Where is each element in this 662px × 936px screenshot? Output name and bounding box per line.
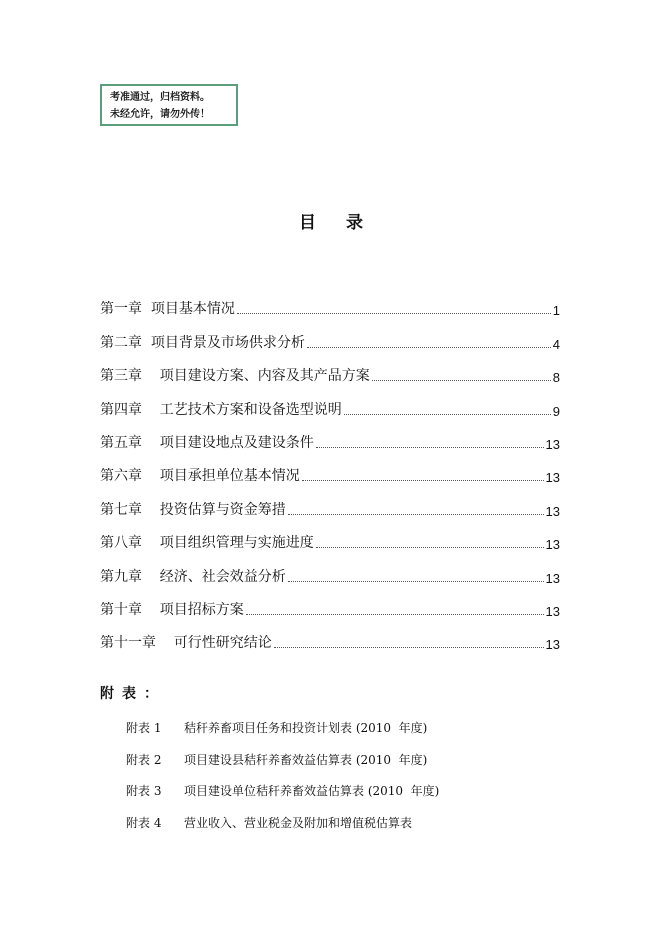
toc-entry[interactable] bbox=[100, 452, 560, 485]
stamp-line-2: 未经允许，请勿外传！ bbox=[110, 109, 210, 120]
toc-entry[interactable] bbox=[100, 586, 560, 619]
toc-leader-dots bbox=[274, 647, 544, 648]
appendix-item-title: 项目建设县秸秆养畜效益估算表 (2010 年度) bbox=[184, 752, 428, 767]
toc-entry[interactable] bbox=[100, 318, 560, 351]
toc-entry-label: 第十章 项目招标方案 bbox=[100, 601, 244, 618]
toc-entry-page: 13 bbox=[545, 637, 560, 653]
appendix-item bbox=[126, 719, 439, 751]
toc-entry[interactable] bbox=[100, 619, 560, 652]
toc-entry-label: 第五章 项目建设地点及建设条件 bbox=[100, 434, 314, 451]
toc-entry-label: 第三章 项目建设方案、内容及其产品方案 bbox=[100, 368, 370, 385]
toc-entry-page: 13 bbox=[545, 470, 560, 486]
toc-entry[interactable] bbox=[100, 285, 560, 318]
toc-leader-dots bbox=[288, 581, 544, 582]
appendix-list bbox=[126, 719, 439, 845]
toc-entry-page: 8 bbox=[552, 370, 560, 386]
toc-entry-label: 第十一章 可行性研究结论 bbox=[100, 635, 272, 652]
toc-leader-dots bbox=[246, 614, 544, 615]
toc-entry-page: 13 bbox=[545, 436, 560, 452]
toc-entry[interactable] bbox=[100, 385, 560, 418]
toc-entry-page: 13 bbox=[545, 503, 560, 519]
toc-entry-label: 第七章 投资估算与资金筹措 bbox=[100, 501, 286, 518]
appendix-item bbox=[126, 814, 439, 846]
toc-entry-page: 13 bbox=[545, 570, 560, 586]
toc-entry-label: 第八章 项目组织管理与实施进度 bbox=[100, 535, 314, 552]
toc-entry-page: 9 bbox=[552, 403, 560, 419]
appendix-item-number: 附表 2 bbox=[126, 752, 162, 767]
appendix-heading: 附表： bbox=[100, 686, 166, 702]
appendix-item bbox=[126, 782, 439, 814]
appendix-item bbox=[126, 751, 439, 783]
toc-entry-page: 13 bbox=[545, 603, 560, 619]
toc-leader-dots bbox=[316, 547, 544, 548]
toc-entry-page: 1 bbox=[552, 303, 560, 319]
toc-entry-label: 第六章 项目承担单位基本情况 bbox=[100, 468, 300, 485]
appendix-item-number: 附表 1 bbox=[126, 721, 162, 735]
stamp-line-1: 考准通过，归档资料。 bbox=[110, 92, 210, 103]
toc-entry[interactable] bbox=[100, 352, 560, 385]
toc-entry[interactable] bbox=[100, 519, 560, 552]
page-title: 目录 bbox=[299, 213, 393, 233]
toc-leader-dots bbox=[237, 313, 551, 314]
appendix-item-title: 项目建设单位秸秆养畜效益估算表 (2010 年度) bbox=[184, 784, 440, 798]
table-of-contents bbox=[100, 285, 560, 652]
toc-leader-dots bbox=[316, 447, 544, 448]
toc-entry[interactable] bbox=[100, 485, 560, 518]
toc-entry-label: 第九章 经济、社会效益分析 bbox=[100, 568, 286, 585]
appendix-item-number: 附表 4 bbox=[126, 815, 162, 830]
appendix-item-number: 附表 3 bbox=[126, 784, 162, 798]
toc-leader-dots bbox=[288, 514, 544, 515]
toc-leader-dots bbox=[307, 347, 551, 348]
appendix-item-title: 营业收入、营业税金及附加和增值税估算表 bbox=[184, 815, 413, 830]
toc-entry-label: 第一章 项目基本情况 bbox=[100, 301, 235, 318]
toc-leader-dots bbox=[344, 414, 551, 415]
toc-leader-dots bbox=[372, 380, 551, 381]
toc-entry-page: 13 bbox=[545, 537, 560, 553]
toc-leader-dots bbox=[302, 480, 544, 481]
confidential-stamp bbox=[100, 84, 238, 126]
toc-entry-label: 第四章 工艺技术方案和设备选型说明 bbox=[100, 401, 342, 418]
toc-entry-page: 4 bbox=[552, 336, 560, 352]
toc-entry[interactable] bbox=[100, 419, 560, 452]
toc-entry-label: 第二章 项目背景及市场供求分析 bbox=[100, 334, 305, 351]
toc-entry[interactable] bbox=[100, 552, 560, 585]
appendix-item-title: 秸秆养畜项目任务和投资计划表 (2010 年度) bbox=[184, 721, 428, 735]
